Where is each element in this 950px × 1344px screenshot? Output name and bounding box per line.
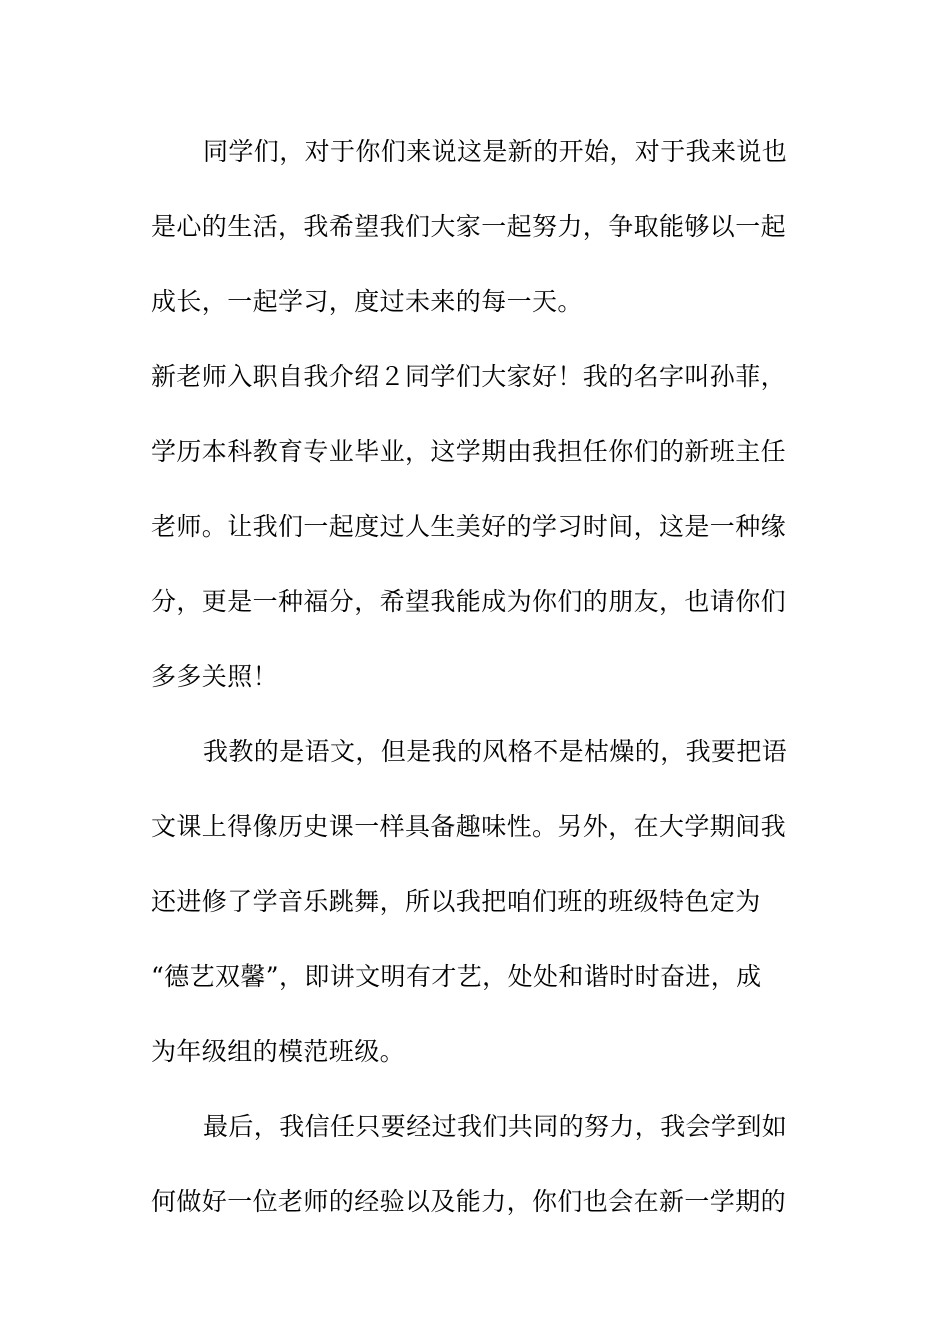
text-line: “德艺双馨”，即讲文明有才艺，处处和谐时时奋进，成 [151, 962, 762, 991]
text-line: 是心的生活，我希望我们大家一起努力，争取能够以一起 [151, 212, 787, 241]
text-line: 新老师入职自我介绍２同学们大家好！我的名字叫孙菲， [151, 362, 787, 391]
text-line: 成长，一起学习，度过未来的每一天。 [151, 287, 583, 316]
text-line: 最后，我信任只要经过我们共同的努力，我会学到如 [203, 1112, 788, 1141]
document-body [151, 120, 791, 1245]
text-line: 老师。让我们一起度过人生美好的学习时间，这是一种缘 [151, 512, 787, 541]
text-line: 文课上得像历史课一样具备趣味性。另外，在大学期间我 [151, 812, 787, 841]
text-line: 学历本科教育专业毕业，这学期由我担任你们的新班主任 [151, 437, 787, 466]
text-line: 多多关照！ [151, 662, 279, 691]
text-line: 分，更是一种福分，希望我能成为你们的朋友，也请你们 [151, 587, 787, 616]
text-line: 何做好一位老师的经验以及能力，你们也会在新一学期的 [151, 1187, 787, 1216]
text-line: 为年级组的模范班级。 [151, 1037, 406, 1066]
text-line: 我教的是语文，但是我的风格不是枯燥的，我要把语 [203, 737, 788, 766]
text-line: 同学们，对于你们来说这是新的开始，对于我来说也 [203, 137, 788, 166]
text-line: 还进修了学音乐跳舞，所以我把咱们班的班级特色定为 [151, 887, 761, 916]
